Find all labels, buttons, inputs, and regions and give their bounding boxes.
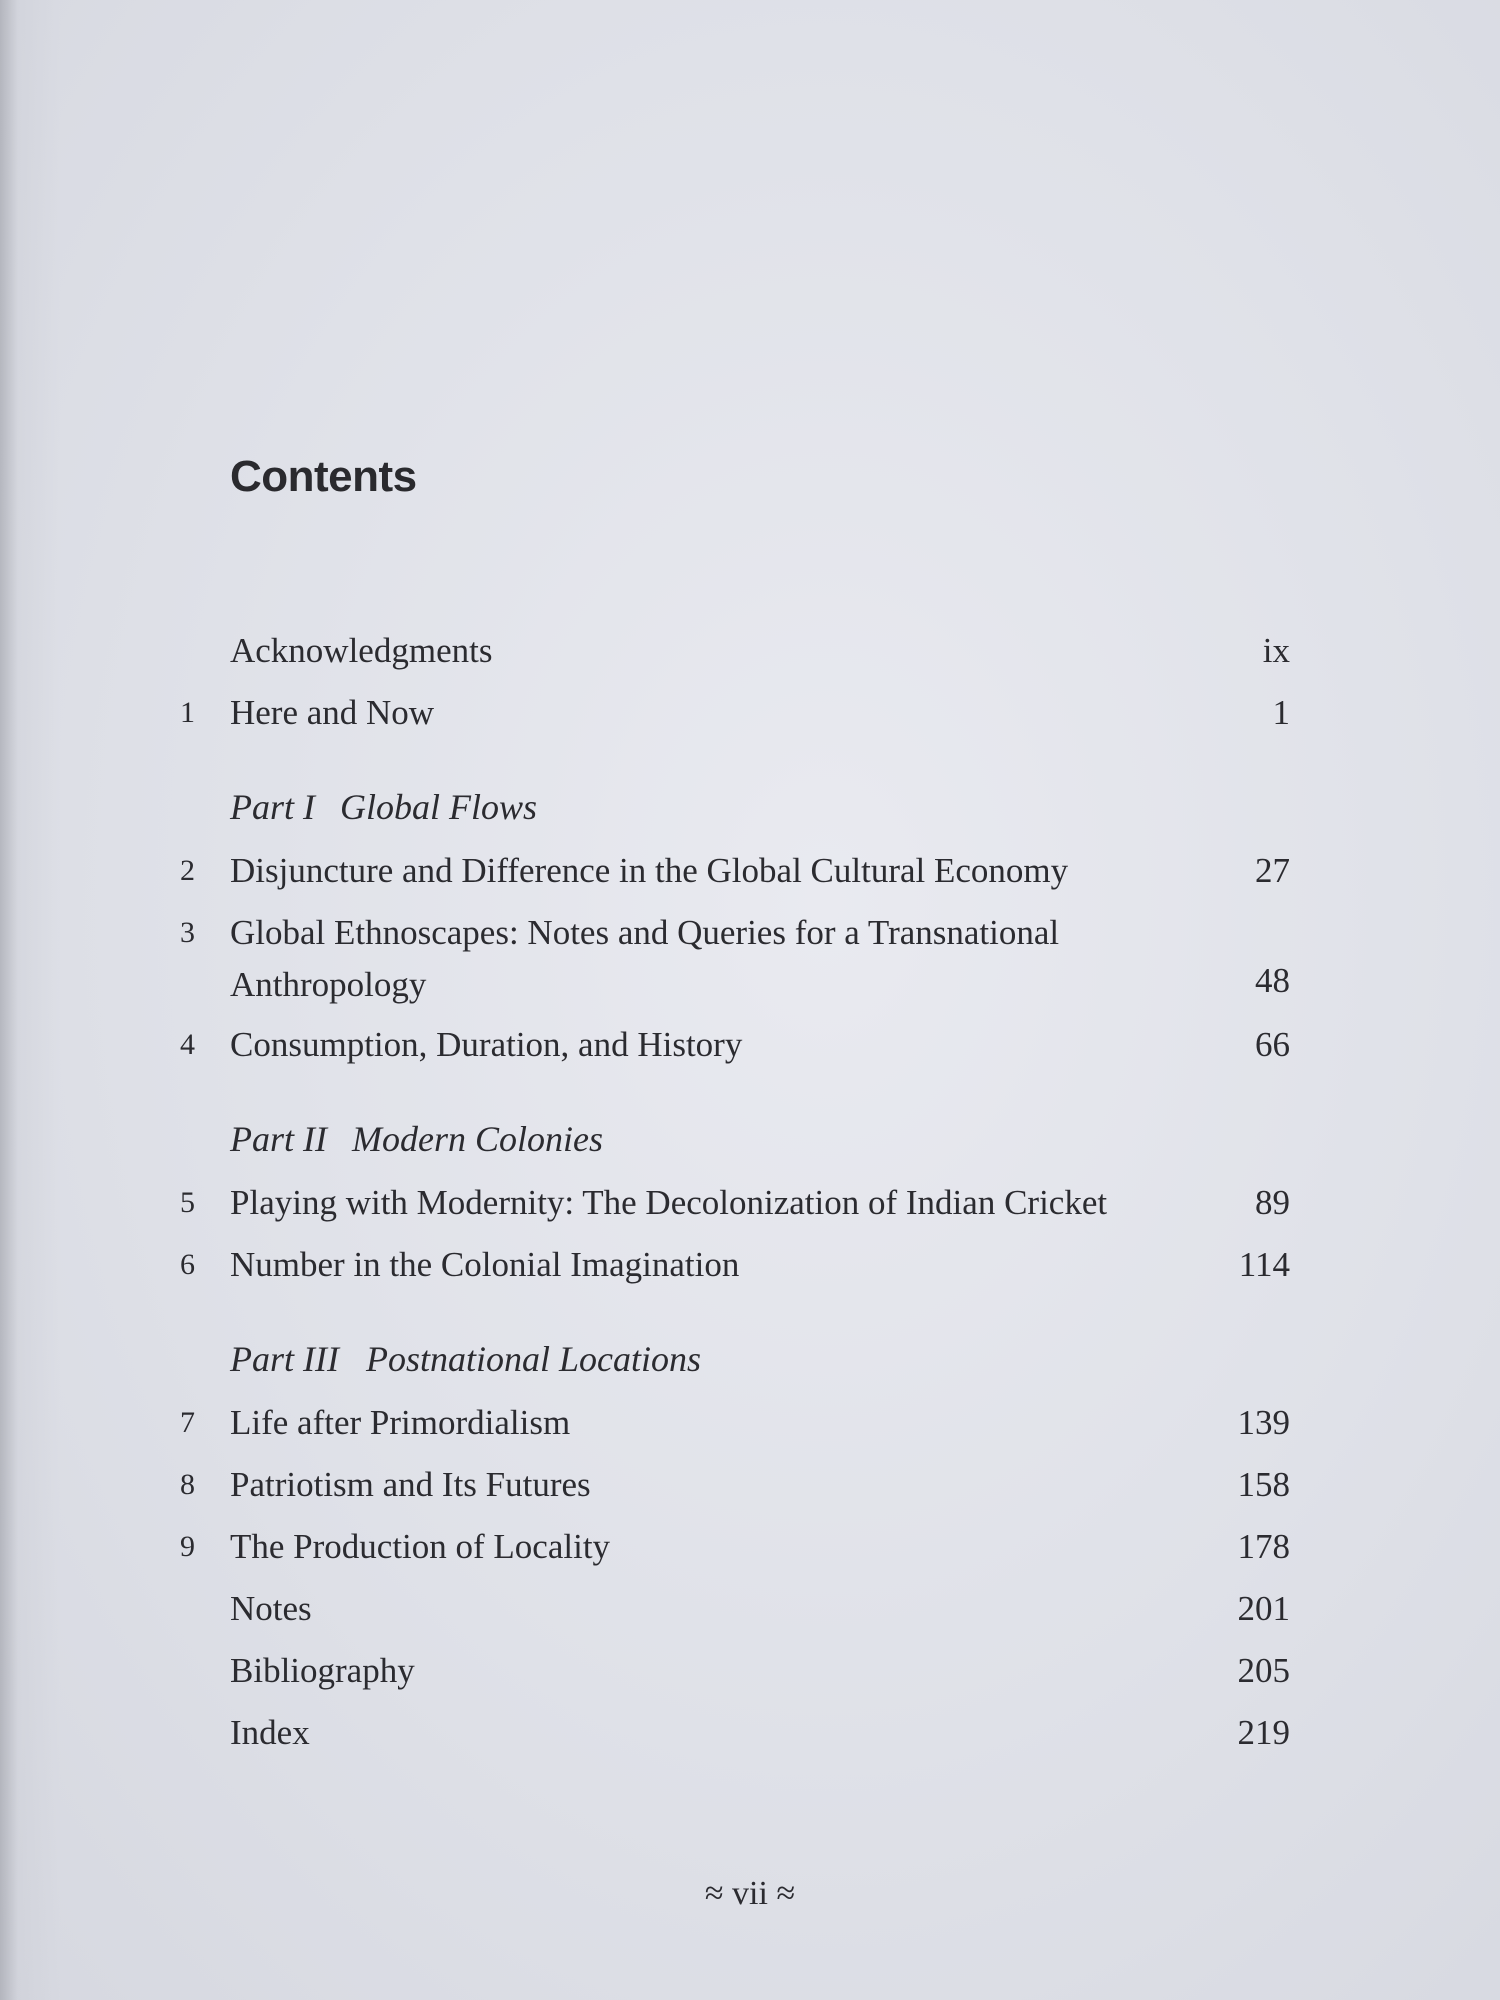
part-title: Global Flows: [340, 787, 538, 827]
entry-title: Global Ethnoscapes: Notes and Queries for a Transnational Anthropology: [230, 913, 1060, 1004]
chapter-number: 8: [180, 1468, 195, 1501]
page-number: 178: [1237, 1527, 1290, 1566]
part-heading-1: [180, 774, 1290, 840]
entry-title: Here and Now: [230, 693, 435, 732]
page-number: 114: [1238, 1245, 1290, 1284]
page-number: 27: [1255, 851, 1290, 890]
part-heading-3: [180, 1326, 1290, 1392]
entry-title: Notes: [230, 1589, 312, 1628]
toc-entry-chapter-8: [180, 1454, 1290, 1516]
table-of-contents: [180, 620, 1290, 1764]
toc-entry-chapter-4: [180, 1014, 1290, 1076]
part-title: Postnational Locations: [366, 1339, 702, 1379]
toc-entry-notes: [180, 1578, 1290, 1640]
chapter-number: 7: [180, 1406, 195, 1439]
part-title: Modern Colonies: [352, 1119, 603, 1159]
entry-title: Bibliography: [230, 1651, 415, 1690]
entry-title: Consumption, Duration, and History: [230, 1025, 743, 1064]
part-number: Part I: [230, 787, 315, 827]
page-number: 1: [1272, 693, 1290, 732]
chapter-number: 3: [180, 916, 195, 949]
chapter-number: 2: [180, 854, 195, 887]
entry-title: Number in the Colonial Imagination: [230, 1245, 740, 1284]
chapter-number: 5: [180, 1186, 195, 1219]
toc-entry-acknowledgments: [180, 620, 1290, 682]
toc-entry-chapter-3: [180, 902, 1290, 1014]
chapter-number: 9: [180, 1530, 195, 1563]
toc-entry-chapter-7: [180, 1392, 1290, 1454]
page-number: 66: [1255, 1025, 1290, 1064]
page-number: 205: [1237, 1651, 1290, 1690]
toc-entry-chapter-9: [180, 1516, 1290, 1578]
toc-entry-chapter-1: [180, 682, 1290, 744]
toc-entry-bibliography: [180, 1640, 1290, 1702]
entry-title: Disjuncture and Difference in the Global Cultural Economy: [230, 851, 1069, 890]
entry-title: Life after Primordialism: [230, 1403, 571, 1442]
toc-entry-chapter-6: [180, 1234, 1290, 1296]
page-number: 139: [1237, 1403, 1290, 1442]
page-number: 201: [1237, 1589, 1290, 1628]
page-number: 48: [1255, 961, 1290, 1000]
entry-title: Acknowledgments: [230, 631, 493, 670]
part-number: Part III: [230, 1339, 339, 1379]
entry-title: The Production of Locality: [230, 1527, 611, 1566]
entry-title: Index: [230, 1713, 310, 1752]
entry-title: Playing with Modernity: The Decolonization of Indian Cricket: [230, 1183, 1108, 1222]
entry-title: Patriotism and Its Futures: [230, 1465, 591, 1504]
page-number: 219: [1237, 1713, 1290, 1752]
chapter-number: 1: [180, 696, 195, 729]
toc-entry-index: [180, 1702, 1290, 1764]
page-folio: ≈ vii ≈: [704, 1875, 796, 1912]
part-number: Part II: [230, 1119, 327, 1159]
page-number: 89: [1255, 1183, 1290, 1222]
toc-entry-chapter-5: [180, 1172, 1290, 1234]
chapter-number: 6: [180, 1248, 195, 1281]
page-number: 158: [1237, 1465, 1290, 1504]
chapter-number: 4: [180, 1028, 195, 1061]
toc-entry-chapter-2: [180, 840, 1290, 902]
page-title: Contents: [230, 452, 417, 501]
page-number: ix: [1262, 631, 1290, 670]
part-heading-2: [180, 1106, 1290, 1172]
